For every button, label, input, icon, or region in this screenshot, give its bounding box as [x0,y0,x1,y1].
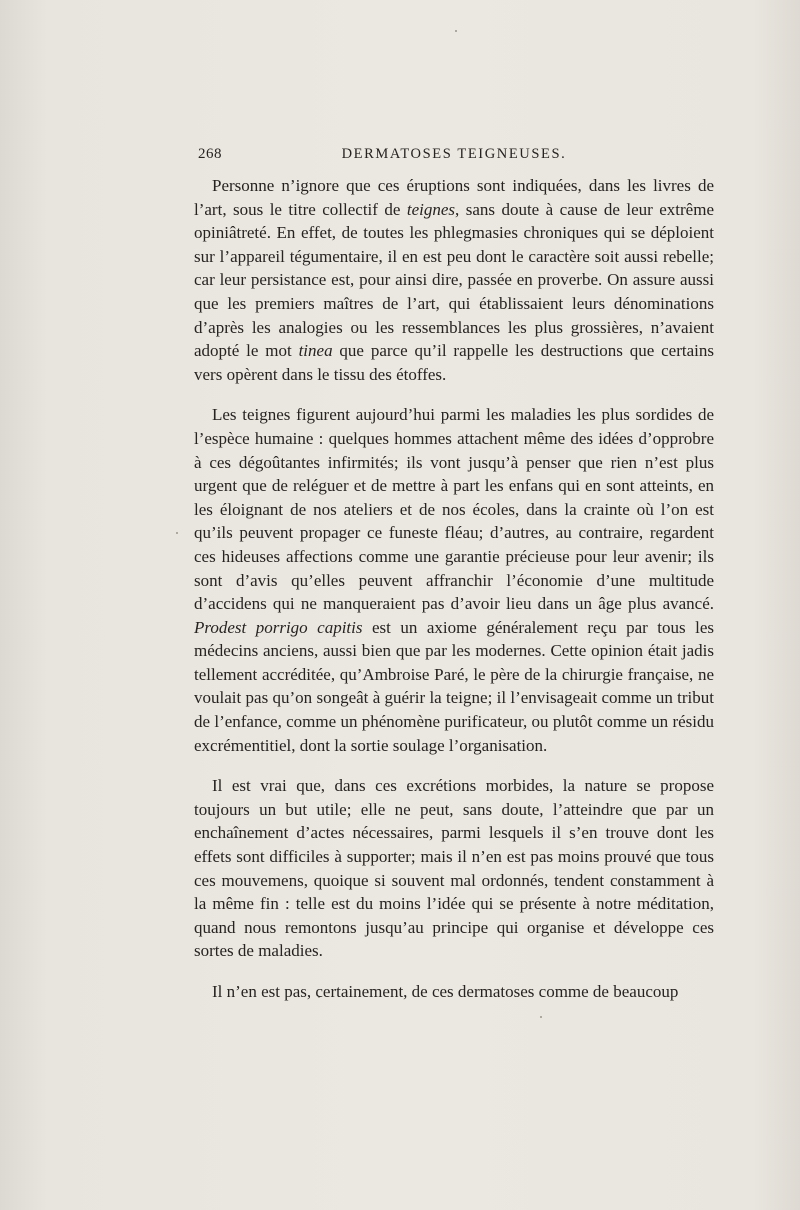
paper-speck [455,30,457,32]
body-text [194,174,714,1004]
text-run: que parce qu’il rappelle les destructions que certains vers opèrent dans le tissu des étoffes. [194,341,714,384]
italic-phrase: teignes [406,199,456,219]
paragraph-4 [194,980,714,1004]
paper-speck [176,532,178,534]
running-title: DERMATOSES TEIGNEUSES. [341,146,567,162]
text-run: est un axiome généralement reçu par tous les médecins anciens, aussi bien que par les modernes. Cette opinion était jadis tellement accréditée, qu’Ambroise Paré, le père de la chirurgie française, ne voulait pas qu’on songeât à guérir la teigne; il l’envisageait comme un tribut de l’enfance, comme un phénomène purificateur, ou plutôt comme un résidu excrémentitiel, dont la sortie soulage l’organisation. [194,617,714,755]
text-run: Il est vrai que, dans ces excrétions morbides, la nature se propose toujours un but utile; elle ne peut, sans doute, l’atteindre que par un enchaînement d’actes nécessaires, parmi lesquels il s’en trouve dont les effets sont difficiles à supporter; mais il n’en est pas moins prouvé que tous ces mouvemens, quoique si souvent mal ordonnés, tendent constamment à la même fin : telle est du moins l’idée qui se présente à notre méditation, quand nous remontons jusqu’au principe qui organise et développe ces sortes de maladies. [194,776,714,961]
italic-phrase: Prodest porrigo capitis [194,617,363,637]
text-run: , sans doute à cause de leur extrême opiniâtreté. En effet, de toutes les phlegmasies chroniques qui se déploient sur l’appareil tégumentaire, il en est peu dont le caractère soit aussi rebelle; car leur persistance est, pour ainsi dire, passée en proverbe. On assure aussi que les premiers maîtres de l’art, qui établissaient leurs dénominations d’après les analogies ou les ressemblances les plus grossières, n’avaient adopté le mot [194,199,714,361]
paragraph-2 [194,403,714,757]
text-run: Les teignes figurent aujourd’hui parmi les maladies les plus sordides de l’espèce humaine : quelques hommes attachent même des idées d’opprobre à ces dégoûtantes infirmités; ils vont jusqu’à penser que rien n’est plus urgent que de reléguer et de mettre à part les enfans qui en sont atteints, en les éloignant de nos ateliers et de nos écoles, dans la crainte où l’on est qu’ils peuvent propager ce funeste fléau; d’autres, au contraire, regardent ces hideuses affections comme une garantie précieuse pour leur avenir; ils sont d’avis qu’elles peuvent affranchir l’économie d’une multitude d’accidens qui ne manqueraient pas d’avoir lieu dans un âge plus avancé. [194,405,714,614]
page-header [198,146,710,168]
text-run: Personne n’ignore que ces éruptions sont indiquées, dans les livres de l’art, sous le titre collectif de [194,176,714,219]
page-number: 268 [198,146,222,162]
paper-speck [540,1016,542,1018]
paragraph-3 [194,774,714,963]
paragraph-1 [194,174,714,386]
italic-phrase: tinea [298,341,333,361]
text-run: Il n’en est pas, certainement, de ces dermatoses comme de beaucoup [212,982,679,1001]
